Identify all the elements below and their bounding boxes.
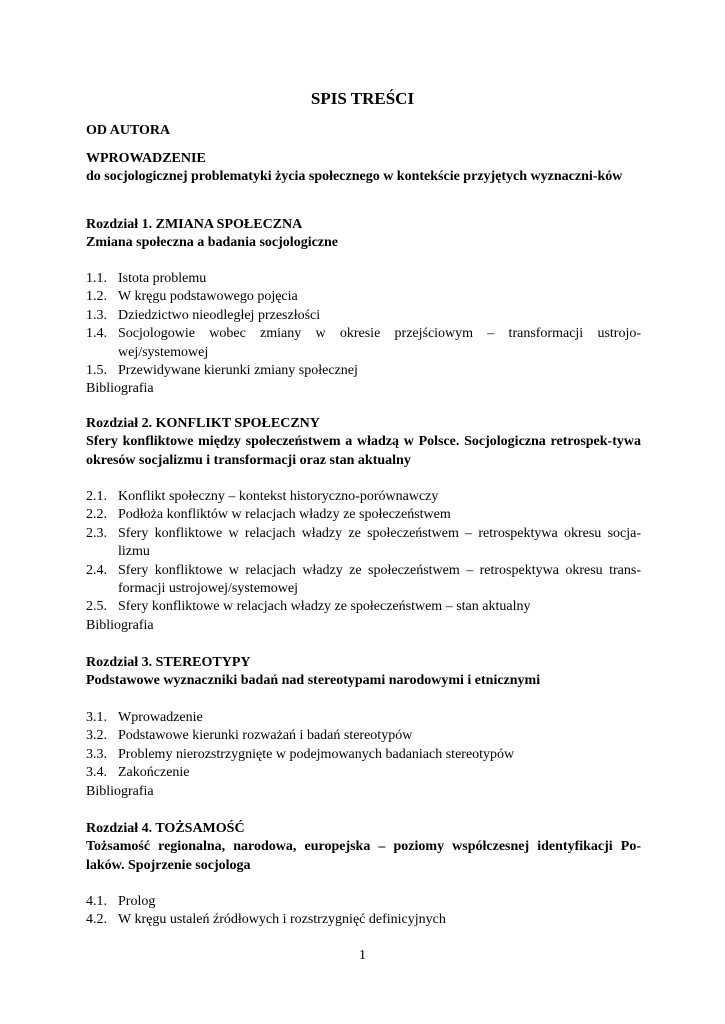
toc-item-number: 1.3. [86, 307, 107, 323]
chapter-1-header [86, 216, 641, 253]
toc-item-text: Podłoża konfliktów w relacjach władzy ze społeczeństwem [118, 507, 451, 523]
chapter-1-list [86, 270, 641, 399]
chapter-3-header [86, 654, 641, 691]
bibliography-entry[interactable]: Bibliografia [86, 783, 154, 799]
intro-subtitle: do socjologicznej problematyki życia społecznego w kontekście przyjętych wyznaczni-ków [86, 169, 623, 185]
toc-item-text: Istota problemu [118, 271, 207, 286]
toc-item-number: 2.1. [86, 489, 107, 504]
toc-item[interactable] [86, 307, 641, 325]
toc-item[interactable] [86, 525, 641, 562]
toc-item-number: 3.1. [86, 710, 107, 725]
toc-item-text: Zakończenie [118, 765, 190, 781]
toc-item-text: Sfery konfliktowe w relacjach władzy ze społeczeństwem – retrospektywa okresu socja-lizmu [118, 525, 641, 560]
chapter-subtitle: Sfery konfliktowe między społeczeństwem a władzą w Polsce. Socjologiczna retrospek-tywa okresów socjalizmu i transformacji oraz stan aktualny [86, 434, 641, 468]
toc-item[interactable] [86, 270, 641, 288]
chapter-4-list [86, 893, 641, 930]
chapter-2-list [86, 488, 641, 635]
toc-item-text: Problemy nierozstrzygnięte w podejmowanych badaniach stereotypów [118, 746, 515, 762]
toc-item-number: 1.5. [86, 363, 107, 379]
toc-item-number: 2.2. [86, 507, 107, 523]
toc-item[interactable] [86, 562, 641, 599]
toc-item[interactable] [86, 325, 641, 362]
chapter-heading: Rozdział 3. STEREOTYPY [86, 655, 251, 670]
chapter-heading: Rozdział 4. TOŻSAMOŚĆ [86, 821, 245, 836]
bibliography-entry[interactable]: Bibliografia [86, 381, 154, 397]
toc-item-number: 1.4. [86, 326, 107, 342]
toc-item-text: W kręgu podstawowego pojęcia [118, 289, 298, 305]
toc-item-text: W kręgu ustaleń źródłowych i rozstrzygnięć definicyjnych [118, 912, 446, 928]
chapter-subtitle: Zmiana społeczna a badania socjologiczne [86, 235, 339, 251]
toc-item-text: Sfery konfliktowe w relacjach władzy ze społeczeństwem – retrospektywa okresu trans-formacji ustrojowej/systemowej [118, 562, 641, 597]
page-number: 1 [359, 948, 366, 963]
toc-item-number: 3.3. [86, 746, 107, 762]
toc-item[interactable] [86, 488, 641, 506]
page-title: SPIS TREŚCI [310, 89, 415, 108]
toc-item-number: 4.2. [86, 912, 107, 928]
toc-item-number: 4.1. [86, 894, 107, 909]
toc-item[interactable] [86, 709, 641, 727]
chapter-2-header [86, 415, 641, 470]
preface-heading: OD AUTORA [86, 123, 171, 138]
toc-item[interactable] [86, 598, 641, 616]
toc-item-text: Socjologowie wobec zmiany w okresie przejściowym – transformacji ustrojo-wej/systemowej [118, 326, 641, 360]
toc-item-text: Przewidywane kierunki zmiany społecznej [118, 363, 358, 379]
toc-item[interactable] [86, 911, 641, 929]
toc-item-number: 2.4. [86, 562, 107, 578]
toc-item[interactable] [86, 727, 641, 745]
chapter-subtitle: Tożsamość regionalna, narodowa, europejska – poziomy współczesnej identyfikacji Po-laków. Spojrzenie socjologa [86, 839, 641, 873]
toc-item[interactable] [86, 362, 641, 380]
toc-item-text: Prolog [118, 894, 156, 909]
intro-section [86, 150, 641, 187]
toc-item-text: Wprowadzenie [118, 710, 203, 725]
toc-item-number: 2.3. [86, 525, 107, 541]
bibliography-entry[interactable]: Bibliografia [86, 617, 154, 633]
toc-item[interactable] [86, 893, 641, 911]
toc-item-number: 2.5. [86, 599, 107, 615]
toc-item[interactable] [86, 506, 641, 524]
chapter-subtitle: Podstawowe wyznaczniki badań nad stereotypami narodowymi i etnicznymi [86, 673, 541, 689]
toc-item[interactable] [86, 288, 641, 306]
intro-heading: WPROWADZENIE [86, 151, 206, 166]
toc-item-text: Dziedzictwo nieodległej przeszłości [118, 307, 321, 323]
toc-item-number: 3.4. [86, 765, 107, 781]
toc-item[interactable] [86, 764, 641, 782]
toc-item-text: Konflikt społeczny – kontekst historyczno-porównawczy [118, 489, 439, 504]
toc-item-number: 1.2. [86, 289, 107, 305]
chapter-3-list [86, 709, 641, 801]
toc-item-text: Sfery konfliktowe w relacjach władzy ze społeczeństwem – stan aktualny [118, 599, 531, 615]
chapter-heading: Rozdział 1. ZMIANA SPOŁECZNA [86, 217, 303, 232]
toc-item-text: Podstawowe kierunki rozważań i badań stereotypów [118, 728, 413, 744]
toc-item-number: 1.1. [86, 271, 107, 286]
chapter-heading: Rozdział 2. KONFLIKT SPOŁECZNY [86, 416, 320, 431]
toc-item[interactable] [86, 746, 641, 764]
chapter-4-header [86, 820, 641, 875]
toc-item-number: 3.2. [86, 728, 107, 744]
